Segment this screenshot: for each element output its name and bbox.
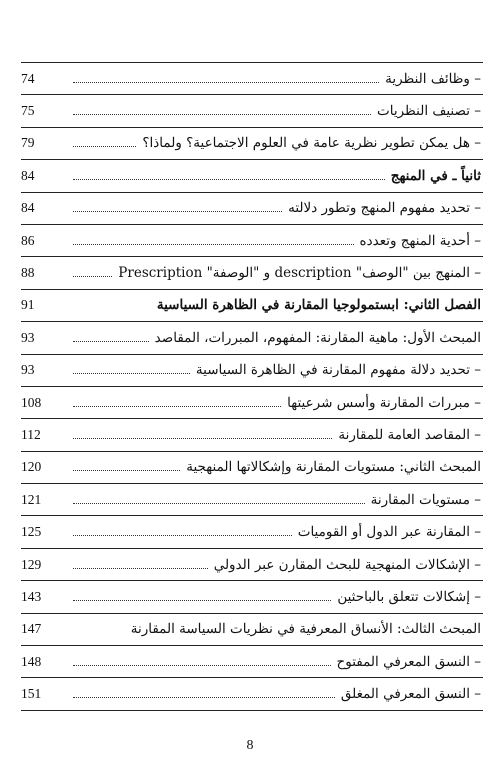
dot-leader [73,502,365,504]
toc-entry-page: 74 [21,70,35,86]
toc-entry [21,646,483,678]
toc-entry-title: المبحث الثاني: مستويات المقارنة وإشكالاتها المنهجية [186,459,481,476]
toc-entry [21,160,483,192]
dot-leader [73,113,371,115]
toc-entry-page: 121 [21,491,42,507]
dot-leader [73,405,281,407]
dot-leader [73,631,125,633]
toc-entry-page: 88 [21,265,35,281]
dot-leader [73,307,151,309]
toc-entry [21,63,483,95]
toc-entry [21,290,483,322]
dot-leader [73,275,112,277]
toc-entry-page: 75 [21,103,35,119]
toc-entry-title: – المنهج بين "الوصف" description و "الوصفة" Prescription [118,265,481,282]
toc-entry-page: 125 [21,524,42,540]
toc-entry [21,484,483,516]
toc-entry-title: – النسق المعرفي المفتوح [336,653,481,670]
toc-entry-page: 148 [21,653,42,669]
toc-entry-page: 84 [21,167,35,183]
toc-entry-title: – الإشكالات المنهجية للبحث المقارن عبر الدولي [213,556,481,573]
toc-entry-page: 93 [21,329,35,345]
dot-leader [73,340,149,342]
toc-entry-title: – تصنيف النظريات [377,103,481,120]
toc-entry [21,193,483,225]
toc-entry [21,128,483,160]
dot-leader [73,664,331,666]
toc-entry-title: – تحديد مفهوم المنهج وتطور دلالته [288,200,481,217]
dot-leader [73,210,282,212]
toc-entry-title: ثانياً ـ في المنهج [390,167,481,184]
toc-entry-page: 86 [21,232,35,248]
dot-leader [73,567,208,569]
dot-leader [73,145,136,147]
toc-entry-page: 143 [21,588,42,604]
toc-entry-title: – النسق المعرفي المغلق [340,686,481,703]
toc-entry-title: – وظائف النظرية [385,70,481,87]
toc-entry-title: – المقاصد العامة للمقارنة [338,426,481,443]
toc-entry [21,387,483,419]
dot-leader [73,696,335,698]
dot-leader [73,469,180,471]
toc-entry [21,452,483,484]
toc-entry-page: 93 [21,362,35,378]
toc-entry-title: – المقارنة عبر الدول أو القوميات [297,524,481,541]
toc-entry [21,614,483,646]
toc-entry [21,419,483,451]
toc-entry [21,516,483,548]
page-number: 8 [246,738,254,753]
toc-entry-title: الفصل الثاني: ابستمولوجيا المقارنة في الظاهرة السياسية [156,297,481,314]
dot-leader [73,81,379,83]
toc-entry [21,257,483,289]
toc-entry [21,549,483,581]
toc-entry-title: – مبررات المقارنة وأسس شرعيتها [287,394,481,411]
toc-entry [21,322,483,354]
toc-entry [21,225,483,257]
dot-leader [73,599,331,601]
toc-entry-page: 91 [21,297,35,313]
toc-entry-page: 120 [21,459,42,475]
dot-leader [73,243,354,245]
toc-entry-title: – أحدية المنهج وتعدده [359,232,481,249]
toc-entry [21,355,483,387]
toc-entry-title: – تحديد دلالة مفهوم المقارنة في الظاهرة السياسية [195,362,481,379]
dot-leader [73,437,332,439]
dot-leader [73,178,385,180]
toc-entry-page: 108 [21,394,42,410]
toc-entry-title: – إشكالات تتعلق بالباحثين [337,588,481,605]
dot-leader [73,372,190,374]
toc-entry-title: المبحث الأول: ماهية المقارنة: المفهوم، المبررات، المقاصد [154,329,481,346]
dot-leader [73,534,292,536]
toc-entry-title: – مستويات المقارنة [370,491,481,508]
toc-entry [21,95,483,127]
toc-entry [21,581,483,613]
toc-entry-page: 84 [21,200,35,216]
toc-entry-page: 151 [21,686,42,702]
table-of-contents [21,62,483,711]
toc-entry-page: 112 [21,426,41,442]
toc-entry-title: – هل يمكن تطوير نظرية عامة في العلوم الاجتماعية؟ ولماذا؟ [142,135,481,152]
toc-entry-title: المبحث الثالث: الأنساق المعرفية في نظريات السياسة المقارنة [130,621,481,638]
toc-entry-page: 129 [21,556,42,572]
toc-entry-page: 79 [21,135,35,151]
toc-entry-page: 147 [21,621,42,637]
toc-entry [21,678,483,710]
